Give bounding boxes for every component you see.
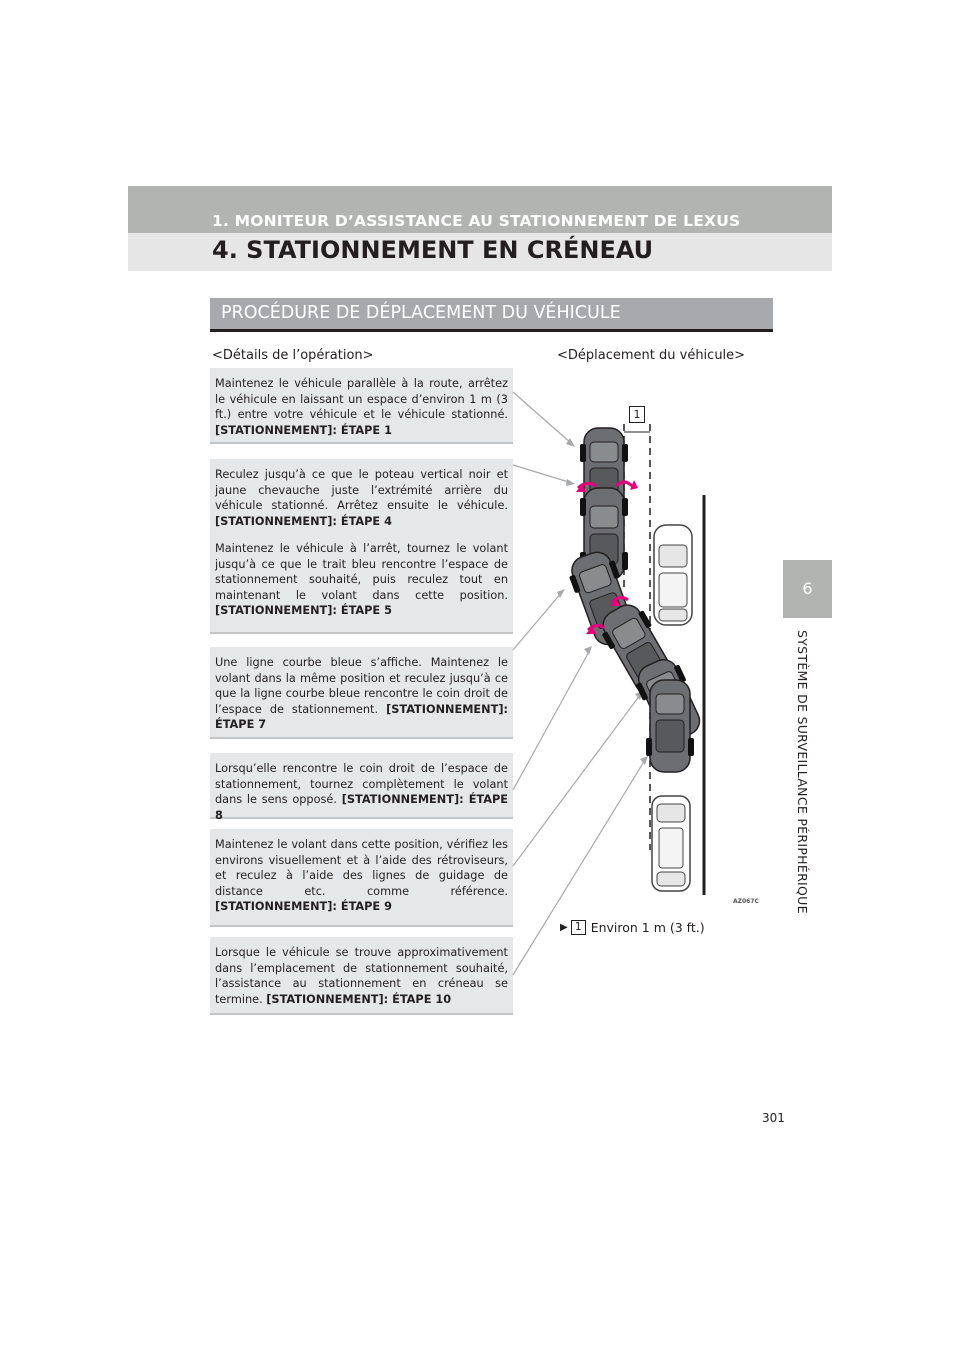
step-text: Maintenez le volant dans cette position, vérifiez les environs visuellement et à l’aide des rétroviseurs, et reculez à l’aide des lignes de guidage de distance etc. comme référence.	[215, 838, 508, 898]
legend-text: Environ 1 m (3 ft.)	[590, 920, 705, 935]
step-reference: [STATIONNEMENT]: ÉTAPE 8	[215, 793, 508, 822]
column-heading-operation: <Détails de l’opération>	[212, 348, 374, 363]
step-text: Une ligne courbe bleue s’affiche. Maintenez le volant dans la même position et reculez jusqu’à ce que la ligne courbe bleue rencontre le coin droit de l’espace de stationnement.	[215, 656, 508, 716]
section-title: 4. STATIONNEMENT EN CRÉNEAU	[212, 236, 654, 264]
parked-car-front	[654, 525, 692, 625]
pointer-triangle-icon: ▶	[560, 922, 568, 933]
column-heading-movement: <Déplacement du véhicule>	[557, 348, 746, 363]
chapter-title: 1. MONITEUR D’ASSISTANCE AU STATIONNEMENT DE LEXUS	[212, 212, 741, 230]
step-reference: [STATIONNEMENT]: ÉTAPE 5	[215, 604, 392, 617]
figure-legend	[560, 920, 705, 935]
vehicle-position-final	[646, 680, 694, 772]
chapter-side-label: SYSTÈME DE SURVEILLANCE PÉRIPHÉRIQUE	[795, 630, 810, 914]
step-text: Reculez jusqu’à ce que le poteau vertical noir et jaune chevauche juste l’extrémité arrière du véhicule stationné. Arrêtez ensuite le véhicule.	[215, 468, 508, 512]
step-reference: [STATIONNEMENT]: ÉTAPE 10	[266, 992, 452, 1006]
step-reference: [STATIONNEMENT]: ÉTAPE 9	[215, 900, 392, 913]
step-reference: [STATIONNEMENT]: ÉTAPE 4	[215, 514, 392, 528]
parked-car-rear	[652, 796, 690, 891]
step-text: Lorsque le véhicule se trouve approximativement dans l’emplacement de stationnement souhaité, l’assistance au stationnement en créneau se termine.	[215, 946, 508, 1006]
legend-number: 1	[571, 920, 586, 935]
figure-code: AZ067C	[733, 898, 759, 905]
step-reference: [STATIONNEMENT]: ÉTAPE 7	[215, 702, 508, 731]
callout-marker: 1	[629, 406, 645, 423]
page-number: 301	[762, 1111, 785, 1125]
chapter-tab: 6	[783, 560, 832, 618]
step-reference: [STATIONNEMENT]: ÉTAPE 1	[215, 423, 392, 437]
vehicle-movement-diagram	[516, 380, 784, 910]
subsection-title: PROCÉDURE DE DÉPLACEMENT DU VÉHICULE	[221, 303, 621, 323]
step-text: Maintenez le véhicule parallèle à la route, arrêtez le véhicule en laissant un espace d’environ 1 m (3 ft.) entre votre véhicule et le véhicule stationné.	[215, 377, 508, 421]
step-text: Maintenez le véhicule à l’arrêt, tournez le volant jusqu’à ce que le trait bleu rencontre l’espace de stationnement souhaité, puis reculez tout en maintenant le volant dans cette position.	[215, 542, 508, 602]
step-text: Lorsqu’elle rencontre le coin droit de l’espace de stationnement, tournez complètement le volant dans le sens opposé.	[215, 762, 508, 806]
